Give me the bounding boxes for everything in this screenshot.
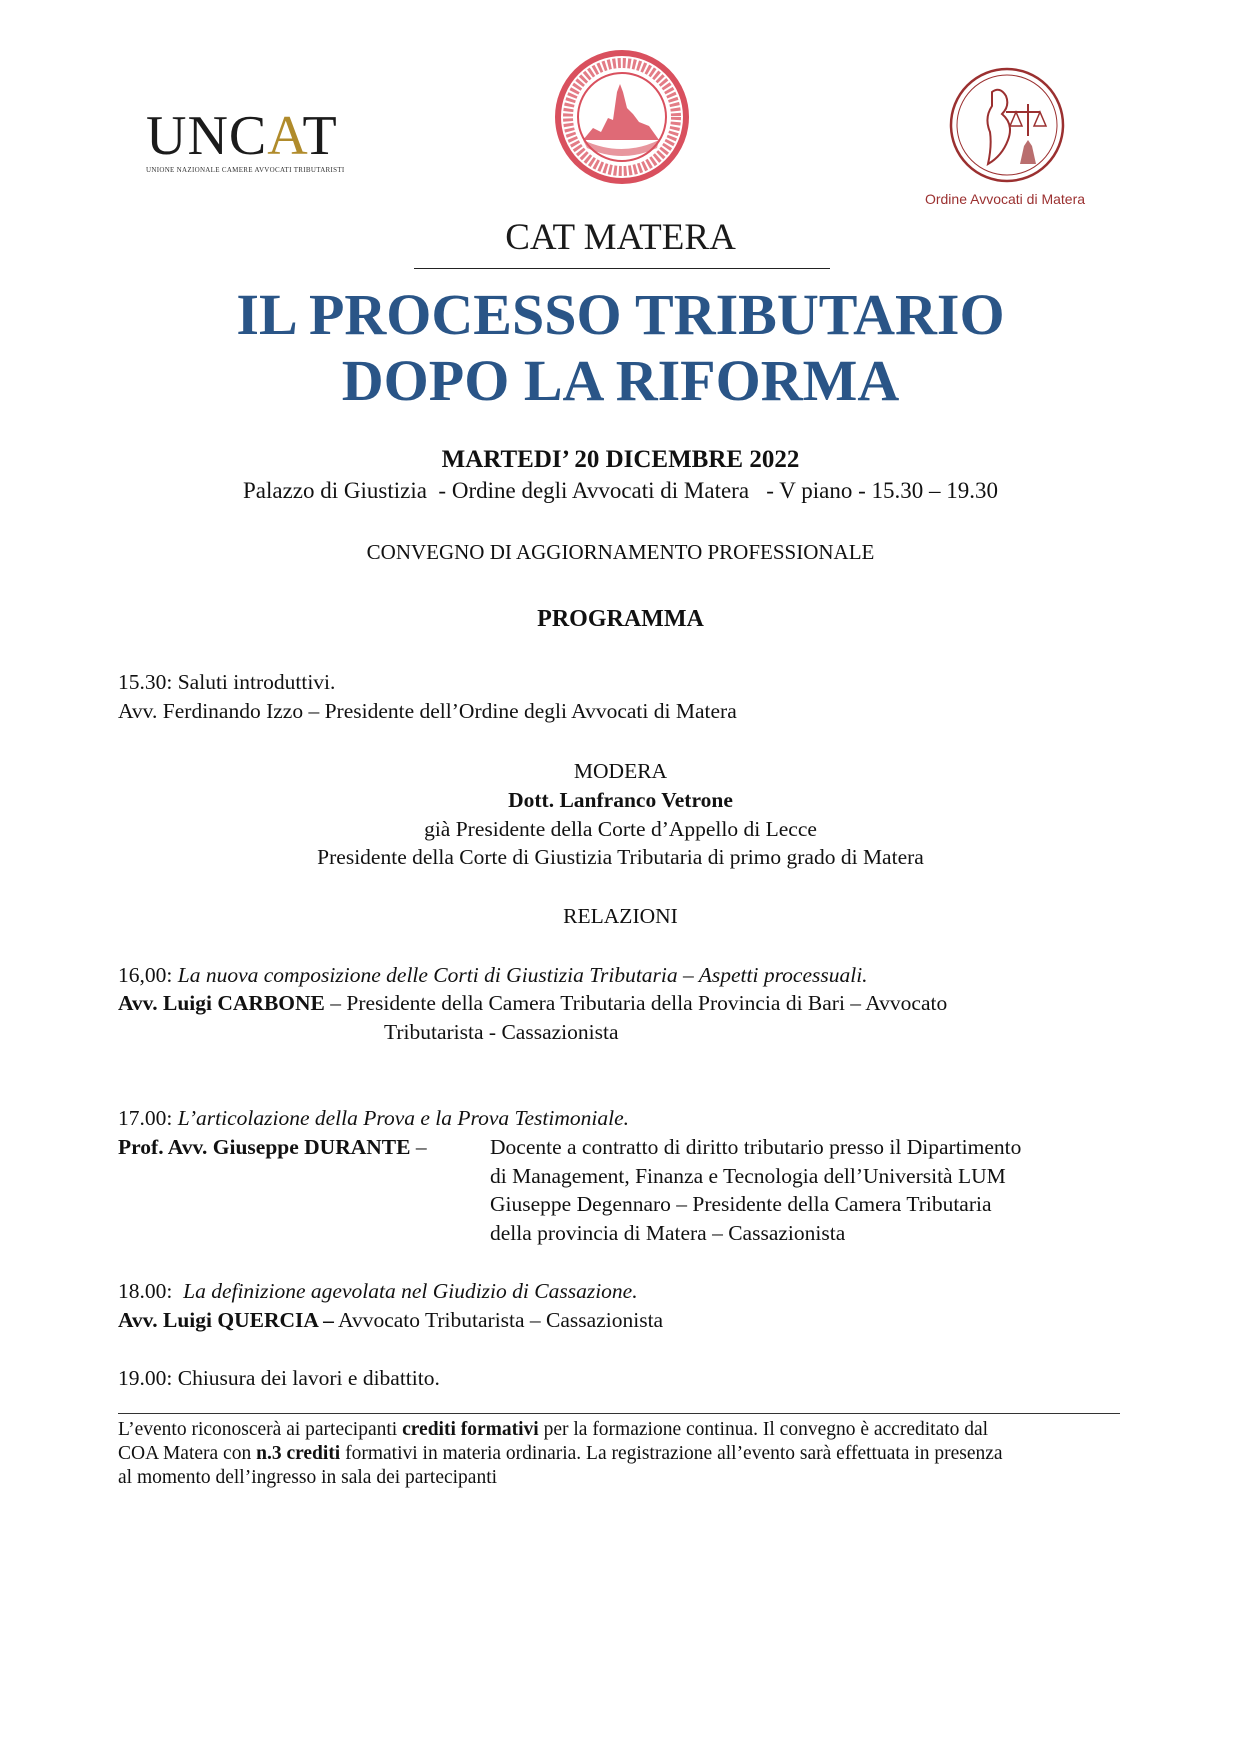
footer-line3: al momento dell’ingresso in sala dei partecipanti	[118, 1467, 498, 1488]
footer-line2	[118, 1442, 1003, 1465]
uncat-text-left: UNC	[146, 105, 268, 167]
relazioni-label: RELAZIONI	[563, 904, 678, 928]
closing-item: 19.00: Chiusura dei lavori e dibattito.	[118, 1366, 440, 1390]
event-title-line1: IL PROCESSO TRIBUTARIO	[236, 282, 1005, 347]
talk1-role-line1: – Presidente della Camera Tributaria della Provincia di Bari – Avvocato	[324, 991, 948, 1015]
talk3-time: 18.00:	[118, 1279, 184, 1303]
uncat-subtitle: UNIONE NAZIONALE CAMERE AVVOCATI TRIBUTARISTI	[146, 166, 345, 174]
talk3-role: Avvocato Tributarista – Cassazionista	[333, 1308, 664, 1332]
talk1-title: La nuova composizione delle Corti di Giustizia Tributaria – Aspetti processuali.	[177, 963, 868, 987]
uncat-text-accent: A	[267, 105, 303, 167]
moderator-role1: già Presidente della Corte d’Appello di Lecce	[424, 817, 817, 841]
footer-line1-bold: crediti formativi	[402, 1419, 539, 1440]
event-date: MARTEDI’ 20 DICEMBRE 2022	[441, 446, 800, 473]
talk1-speaker-line	[118, 989, 947, 1018]
footer-line1	[118, 1418, 988, 1441]
event-venue: Palazzo di Giustizia - Ordine degli Avvocati di Matera - V piano - 15.30 – 19.30	[242, 478, 998, 503]
talk2-title: L’articolazione della Prova e la Prova Testimoniale.	[177, 1106, 629, 1130]
footer-line2-c: formativi in materia ordinaria. La registrazione all’evento sarà effettuata in presenza	[340, 1443, 1003, 1464]
moderator-role2: Presidente della Corte di Giustizia Tributaria di primo grado di Matera	[317, 845, 924, 869]
camera-seal-icon	[553, 48, 691, 186]
talk1-heading	[118, 961, 868, 990]
event-type: CONVEGNO DI AGGIORNAMENTO PROFESSIONALE	[366, 540, 875, 564]
talk2-speaker-line	[118, 1133, 427, 1162]
ordine-caption: Ordine Avvocati di Matera	[924, 191, 1086, 207]
talk2-role-line3: Giuseppe Degennaro – Presidente della Camera Tributaria	[490, 1192, 992, 1216]
opening-time: 15.30: Saluti introduttivi.	[118, 670, 336, 694]
uncat-text-right: T	[302, 105, 338, 167]
footer-line2-a: COA Matera con	[118, 1443, 257, 1464]
footer-line2-bold: n.3 crediti	[256, 1443, 341, 1464]
talk2-role-line1: Docente a contratto di diritto tributario presso il Dipartimento	[490, 1135, 1022, 1159]
programma-heading: PROGRAMMA	[537, 606, 704, 632]
talk1-speaker: Avv. Luigi CARBONE	[118, 991, 325, 1015]
talk2-time: 17.00:	[118, 1106, 178, 1130]
opening-speaker: Avv. Ferdinando Izzo – Presidente dell’Ordine degli Avvocati di Matera	[118, 699, 737, 723]
talk2-role-line2: di Management, Finanza e Tecnologia dell’Università LUM	[490, 1164, 1006, 1188]
event-title-line2: DOPO LA RIFORMA	[341, 348, 900, 413]
talk3-speaker-line	[118, 1306, 663, 1335]
talk3-speaker: Avv. Luigi QUERCIA –	[118, 1308, 334, 1332]
talk3-heading	[118, 1277, 638, 1306]
talk1-time: 16,00:	[118, 963, 178, 987]
footer-divider	[118, 1413, 1120, 1414]
talk2-speaker: Prof. Avv. Giuseppe DURANTE	[118, 1135, 411, 1159]
talk2-dash: –	[410, 1135, 427, 1159]
footer-line1-c: per la formazione continua. Il convegno è accreditato dal	[538, 1419, 989, 1440]
talk2-role-line4: della provincia di Matera – Cassazionista	[490, 1221, 846, 1245]
moderator-label: MODERA	[573, 759, 668, 783]
uncat-logo	[146, 105, 356, 174]
title-divider	[414, 268, 830, 269]
ordine-emblem-icon	[948, 66, 1066, 184]
footer-line1-a: L’evento riconoscerà ai partecipanti	[118, 1419, 403, 1440]
moderator-name: Dott. Lanfranco Vetrone	[508, 788, 733, 812]
organizer-name: CAT MATERA	[505, 217, 736, 258]
talk1-role-line2: Tributarista - Cassazionista	[384, 1020, 619, 1044]
talk3-title: La definizione agevolata nel Giudizio di Cassazione.	[183, 1279, 638, 1303]
uncat-wordmark	[146, 105, 356, 167]
talk2-heading	[118, 1104, 629, 1133]
